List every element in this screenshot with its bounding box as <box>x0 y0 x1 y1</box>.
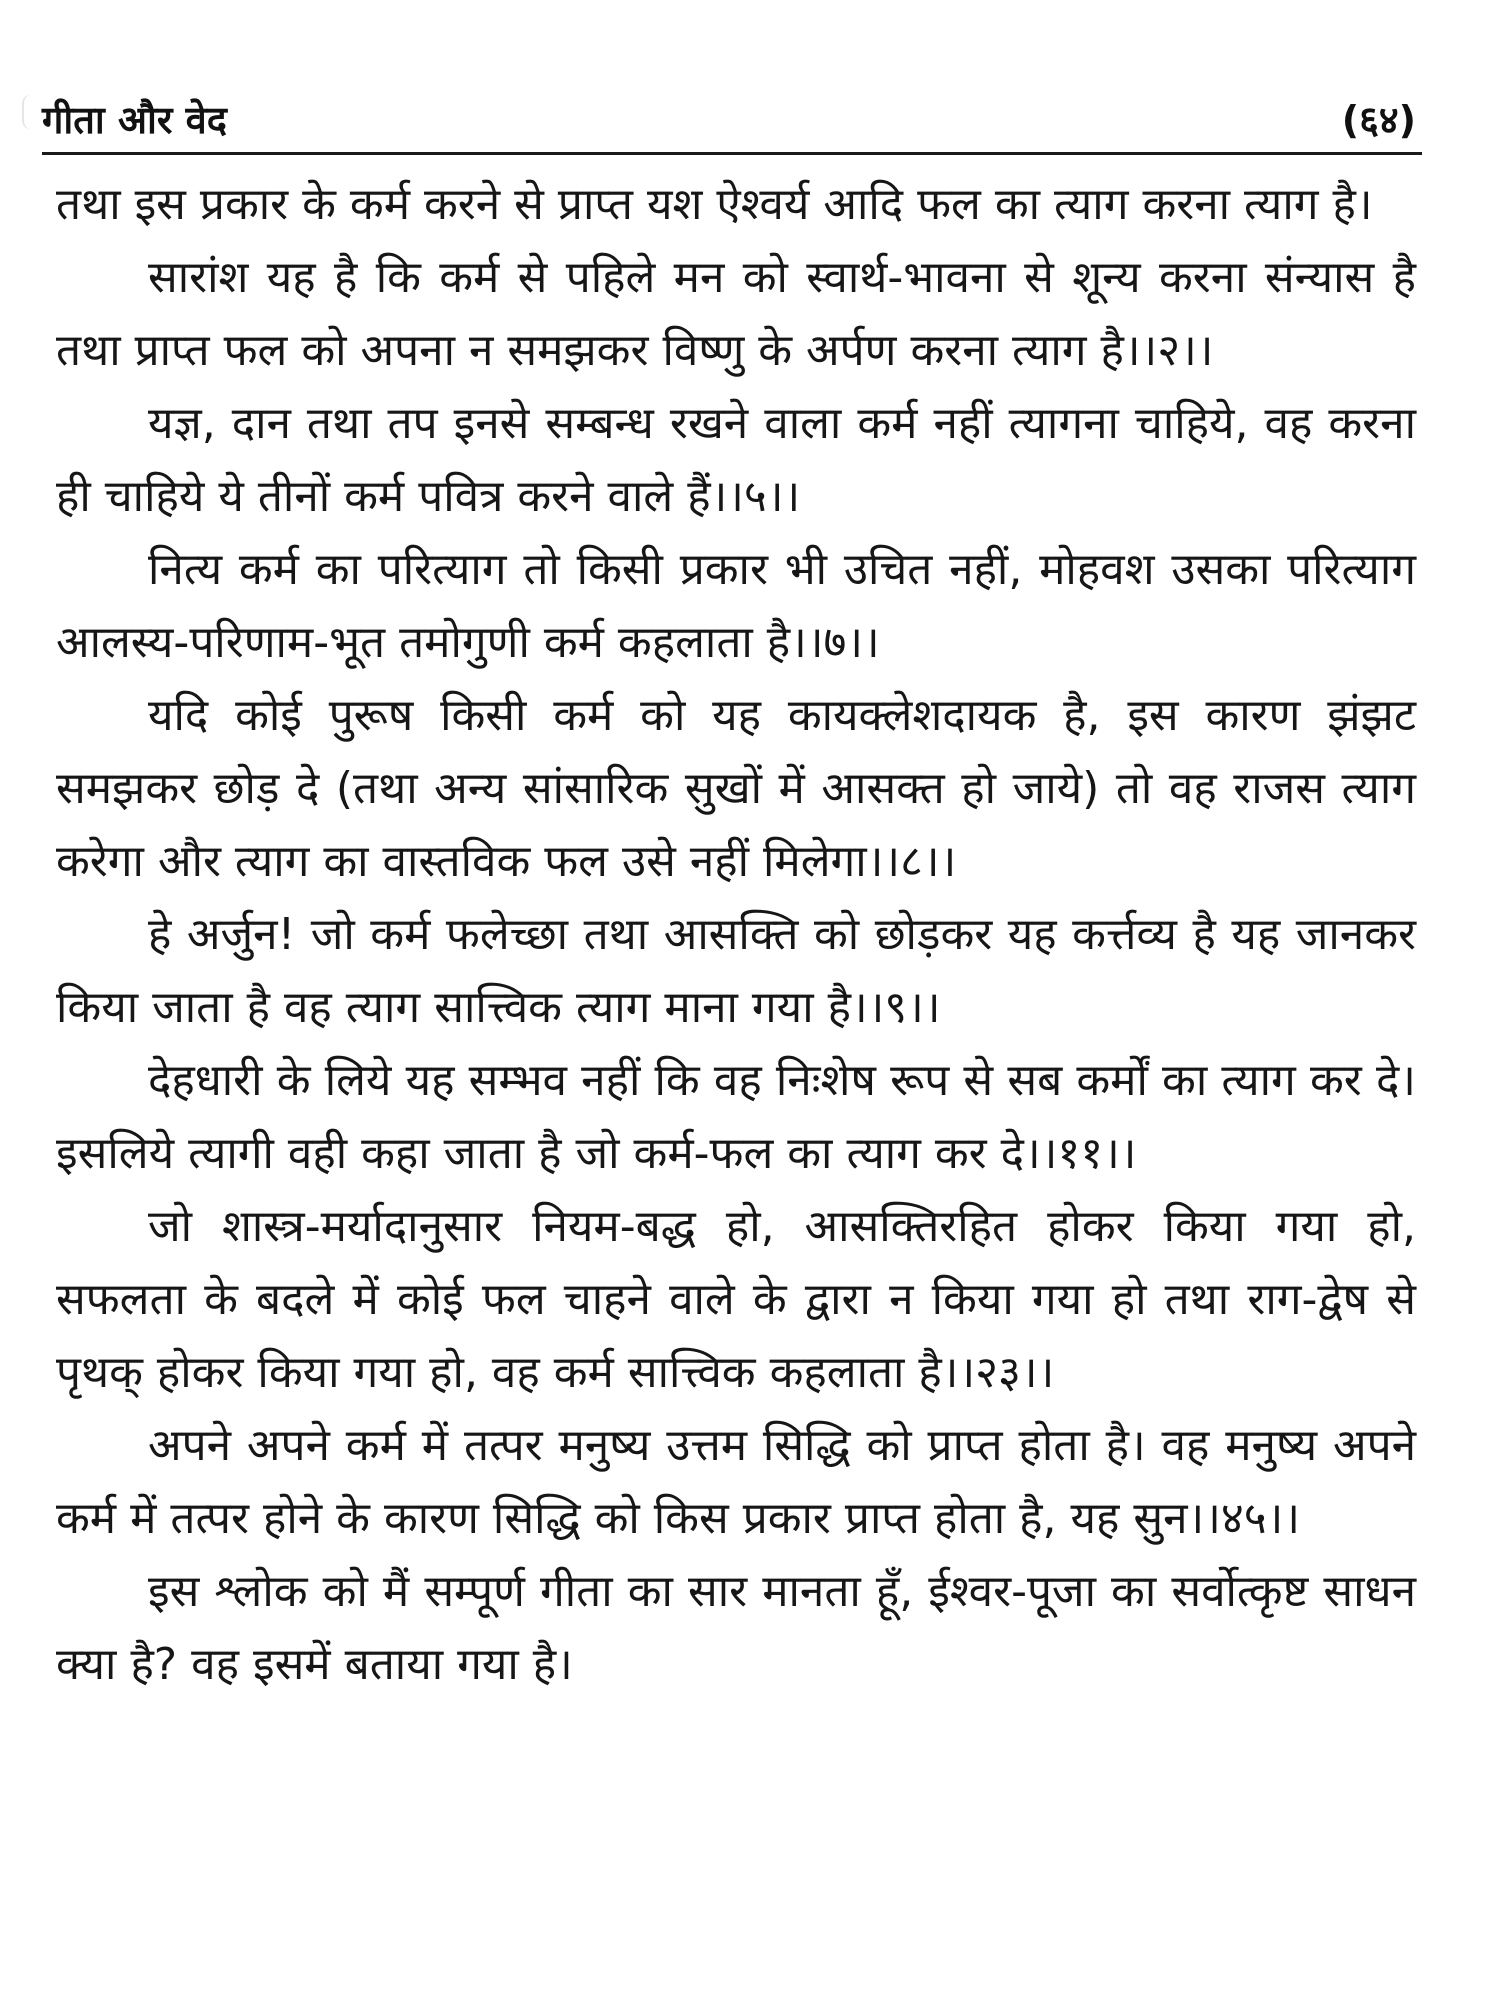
paragraph-7: देहधारी के लिये यह सम्भव नहीं कि वह निःशेष रूप से सब कर्मों का त्याग कर दे। इसलिये त्यागी वही कहा जाता है जो कर्म-फल का त्याग कर दे।।११।। <box>56 1055 1416 1179</box>
paragraph-3: यज्ञ, दान तथा तप इनसे सम्बन्ध रखने वाला कर्म नहीं त्यागना चाहिये, वह करना ही चाहिये ये तीनों कर्म पवित्र करने वाले हैं।।५।। <box>56 398 1416 522</box>
page-header <box>42 92 1422 148</box>
paragraph-5: यदि कोई पुरूष किसी कर्म को यह कायक्लेशदायक है, इस कारण झंझट समझकर छोड़ दे (तथा अन्य सांसारिक सुखों में आसक्त हो जाये) तो वह राजस त्याग करेगा और त्याग का वास्तविक फल उसे नहीं मिलेगा।।८।। <box>56 690 1416 887</box>
paragraph-2: सारांश यह है कि कर्म से पहिले मन को स्वार्थ-भावना से शून्य करना संन्यास है तथा प्राप्त फल को अपना न समझकर विष्णु के अर्पण करना त्याग है।।२।। <box>56 252 1416 376</box>
paragraph-1: तथा इस प्रकार के कर्म करने से प्राप्त यश ऐश्वर्य आदि फल का त्याग करना त्याग है। <box>56 179 1373 230</box>
paragraph-4: नित्य कर्म का परित्याग तो किसी प्रकार भी उचित नहीं, मोहवश उसका परित्याग आलस्य-परिणाम-भूत तमोगुणी कर्म कहलाता है।।७।। <box>56 544 1416 668</box>
page-number: (६४) <box>1341 98 1416 142</box>
running-title: गीता और वेद <box>42 98 227 142</box>
header-rule <box>42 152 1422 155</box>
paragraph-10: इस श्लोक को मैं सम्पूर्ण गीता का सार मानता हूँ, ईश्वर-पूजा का सर्वोत्कृष्ट साधन क्या है? वह इसमें बताया गया है। <box>56 1566 1416 1690</box>
paragraph-6: हे अर्जुन! जो कर्म फलेच्छा तथा आसक्ति को छोड़कर यह कर्त्तव्य है यह जानकर किया जाता है वह त्याग सात्त्विक त्याग माना गया है।।९।। <box>56 909 1416 1033</box>
paragraph-9: अपने अपने कर्म में तत्पर मनुष्य उत्तम सिद्धि को प्राप्त होता है। वह मनुष्य अपने कर्म में तत्पर होने के कारण सिद्धि को किस प्रकार प्राप्त होता है, यह सुन।।४५।। <box>56 1420 1416 1544</box>
body-text <box>56 168 1416 1701</box>
paragraph-8: जो शास्त्र-मर्यादानुसार नियम-बद्ध हो, आसक्तिरहित होकर किया गया हो, सफलता के बदले में कोई फल चाहने वाले के द्वारा न किया गया हो तथा राग-द्वेष से पृथक् होकर किया गया हो, वह कर्म सात्त्विक कहलाता है।।२३।। <box>56 1201 1416 1398</box>
